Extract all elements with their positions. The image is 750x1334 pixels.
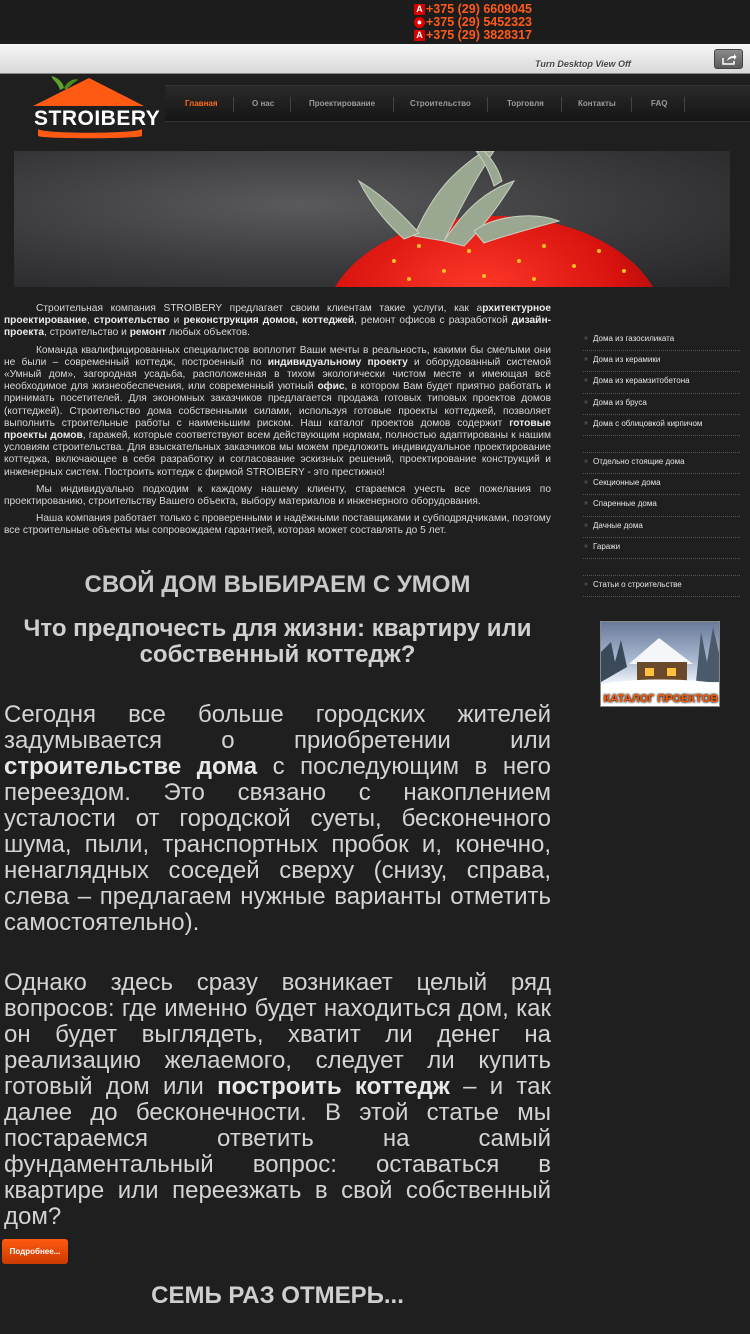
article-heading: СВОЙ ДОМ ВЫБИРАЕМ С УМОМ [84,571,471,598]
a1-operator-icon: A [414,4,425,15]
sidebar-item[interactable]: » Отдельно стоящие дома [583,453,740,474]
hero-banner [14,151,730,287]
share-icon [722,53,737,65]
catalog-label: КАТАЛОГ ПРОЕКТОВ [603,693,719,705]
mobile-toolbar [0,44,750,74]
nav-divider [233,97,234,112]
phone-2[interactable]: ● +375 (29) 5452323 [414,16,532,29]
nav-home[interactable]: Главная [185,99,218,108]
nav-design[interactable]: Проектирование [309,99,376,108]
nav-about[interactable]: О нас [252,99,275,108]
sidebar-item[interactable]: » Секционные дома [583,474,740,495]
phone-3[interactable]: A +375 (29) 3828317 [414,29,532,42]
nav-faq[interactable]: FAQ [651,99,668,108]
a1-operator-icon: A [414,30,425,41]
nav-divider [684,97,685,112]
article-paragraph-2: Однако здесь сразу возникает целый ряд вопросов: где именно будет находиться дом, как он будет выглядеть, хватит ли денег на реализацию желаемого, следует ли купить готовый дом или построить коттедж – и так далее до бесконечности. В этой статье мы постараемся ответить на самый фундаментальный вопрос: оставаться в квартире или переезжать в свой собственный дом? [4,969,551,1230]
top-contact-bar [0,0,750,44]
mts-operator-icon: ● [414,17,425,28]
nav-divider [487,97,488,112]
phone-1[interactable]: A +375 (29) 6609045 [414,3,532,16]
intro-text [4,303,551,543]
intro-paragraph-3: Мы индивидуально подходим к каждому нашему клиенту, стараемся учесть все пожелания по проектированию, строительству Вашего объекта, выбору материалов и инженерного оборудования. [4,483,551,508]
main-nav [165,85,750,122]
article-paragraph-1: Сегодня все больше городских жителей задумывается о приобретении или строительстве дома с последующим в него переездом. Это связано с накоплением усталости от городской суеты, бесконечного шума, пыли, транспортных пробок и, конечно, ненаглядных соседей сверху (снизу, справа, слева – предлагаем нужные варианты отметить самостоятельно). [4,701,551,936]
sidebar-item[interactable]: » Дома из бруса [583,394,740,415]
nav-divider [290,97,291,112]
sidebar-divider [583,559,740,576]
nav-divider [631,97,632,112]
nav-trade[interactable]: Торговля [507,99,544,108]
nav-contacts[interactable]: Контакты [578,99,616,108]
read-more-button[interactable]: Подробнее... [2,1239,68,1264]
sidebar-item[interactable]: » Дачные дома [583,517,740,538]
nav-divider [561,97,562,112]
sidebar-item[interactable]: » Дома из керамики [583,351,740,372]
intro-paragraph-4: Наша компания работает только с проверенными и надёжными поставщиками и субподрядчиками, поэтому все строительные объекты мы сопровождаем гарантией, которая может составлять до 5 лет. [4,513,551,537]
strawberry-image [14,151,730,287]
sidebar-divider [583,436,740,453]
sidebar-item[interactable]: » Дома с облицовкой кирпичом [583,415,740,436]
sidebar-item[interactable]: » Статьи о строительстве [583,576,740,597]
share-button[interactable] [714,49,743,69]
nav-divider [393,97,394,112]
desktop-view-toggle[interactable]: Turn Desktop View Off [535,59,631,69]
catalog-banner[interactable] [600,621,720,707]
sidebar-item[interactable]: » Дома из керамзитобетона [583,372,740,393]
site-logo[interactable] [30,76,161,142]
nav-construction[interactable]: Строительство [410,99,471,108]
article-heading-2: СЕМЬ РАЗ ОТМЕРЬ... [151,1282,404,1309]
logo-text: STROIBERY [34,107,161,130]
sidebar-menu [583,330,740,597]
intro-paragraph-2: Команда квалифицированных специалистов воплотит Ваши мечты в реальность, какими бы смелыми они не были – современный коттедж, построенный по индивидуальному проекту и оборудованный системой «Умный дом», загородная усадьба, расположенная в тихом экологически чистом месте и имеющая всё необходимое для жизнеобеспечения, или современный уютный офис, в котором Вам будет приятно работать и принимать посетителей. Для экономных заказчиков предлагается продажа готовых типовых проектов домов (коттеджей). Строительство дома собственными силами, используя готовые проекты коттеджей, позволяет выполнить строительные работы с наименьшим риском. Наш каталог проектов домов содержит готовые проекты домов, гаражей, которые соответствуют всем действующим нормам, полностью адаптированы к нашим условиям строительства. Для взыскательных заказчиков мы можем предложить индивидуальное проектирование коттеджа, включающее в себя разработку и согласование эскизных решений, проектирование конструкций и инженерных систем. Построить коттедж с фирмой STROIBERY - это престижно! [4,344,552,478]
sidebar-item[interactable]: » Дома из газосиликата [583,330,740,351]
sidebar-item[interactable]: » Гаражи [583,538,740,559]
sidebar-item[interactable]: » Спаренные дома [583,495,740,516]
article-subheading: Что предпочесть для жизни: квартиру или собственный коттедж? [23,615,532,668]
intro-paragraph-1: Строительная компания STROIBERY предлагает своим клиентам такие услуги, как архитектурное проектирование, строительство и реконструкция домов, коттеджей, ремонт офисов с разработкой дизайн-проекта, строительство и ремонт любых объектов. [4,303,551,339]
